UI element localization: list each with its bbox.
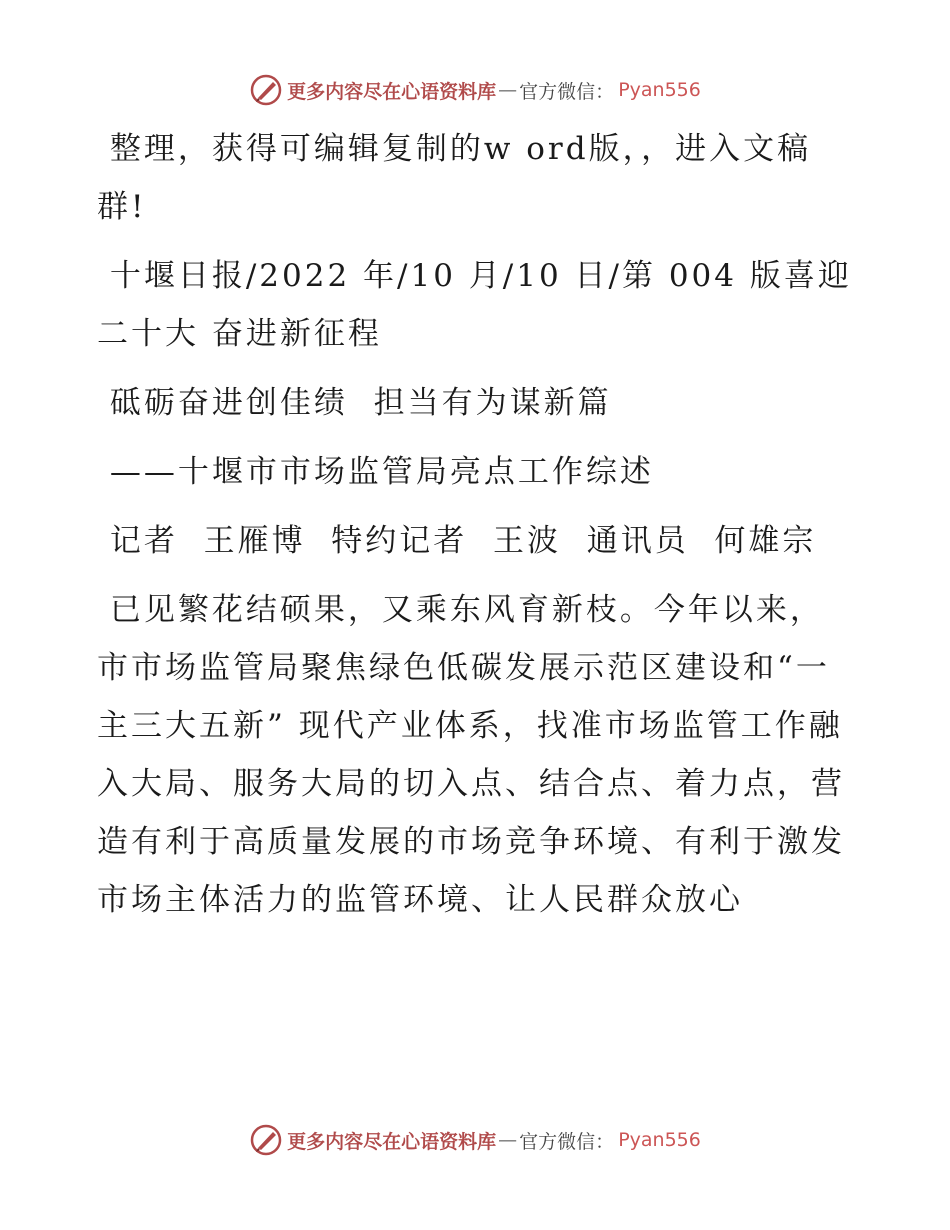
header-banner xyxy=(0,70,950,110)
wechat-id-text: Pyan556 xyxy=(618,79,701,101)
article-subheadline: ——十堰市市场监管局亮点工作综述 xyxy=(97,454,654,490)
quill-pen-logo-icon xyxy=(249,73,283,107)
separator-dash: — xyxy=(498,79,518,101)
body-paragraph: 已见繁花结硕果，又乘东风育新枝。今年以来，市市场监管局聚焦绿色低碳发展示范区建设和“一主三大五新” 现代产业体系，找准市场监管工作融入大局、服务大局的切入点、结合点、着力点，营造有利于高质量发展的市场竞争环境、有利于激发市场主体活力的监管环境、让人民群众放心 xyxy=(97,592,845,918)
source-line: 十堰日报/2022 年/10 月/10 日/第 004 版喜迎二十大 奋进新征程 xyxy=(97,258,852,352)
quill-pen-logo-icon xyxy=(249,1123,283,1157)
footer-banner xyxy=(0,1120,950,1160)
site-name-text: 更多内容尽在心语资料库 xyxy=(287,80,497,103)
intro-paragraph: 整理，获得可编辑复制的w ord版，，进入文稿群! xyxy=(97,131,812,225)
article-byline: 记者 王雁博 特约记者 王波 通讯员 何雄宗 xyxy=(97,523,817,559)
official-wechat-label: 官方微信： xyxy=(519,80,615,103)
wechat-id-text: Pyan556 xyxy=(618,1129,701,1151)
article-content xyxy=(97,120,857,940)
official-wechat-label: 官方微信： xyxy=(519,1130,615,1153)
site-name-text: 更多内容尽在心语资料库 xyxy=(287,1130,497,1153)
article-headline: 砥砺奋进创佳绩 担当有为谋新篇 xyxy=(97,385,612,421)
separator-dash: — xyxy=(498,1129,518,1151)
